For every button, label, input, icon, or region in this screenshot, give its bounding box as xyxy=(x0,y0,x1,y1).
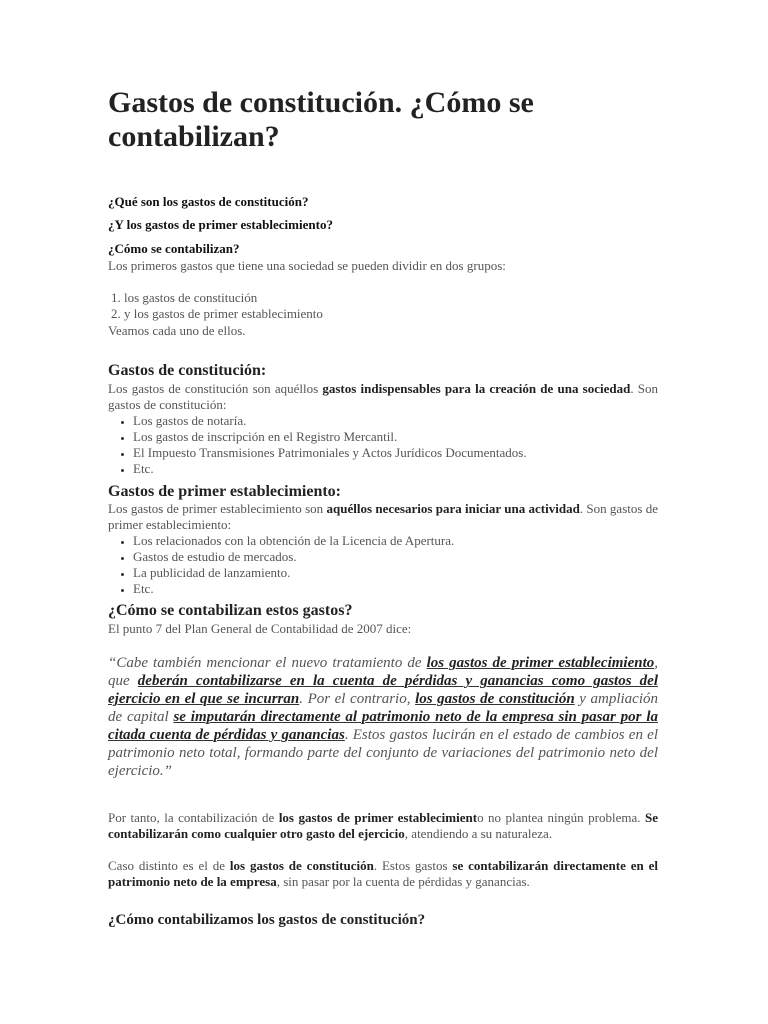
primer-list xyxy=(112,533,673,597)
list-item: • Los gastos de inscripción en el Registro Mercantil. xyxy=(133,429,673,445)
text-run: . Por el contrario, xyxy=(299,691,416,707)
bold-text: deberán contabilizarse en la cuenta de pérdidas y ganancias como gastos del ejercicio en el que se incurran xyxy=(108,673,658,707)
question-2: ¿Y los gastos de primer establecimiento? xyxy=(108,217,333,232)
bold-text: Se contabilizarán como cualquier otro gasto del ejercicio xyxy=(108,810,658,841)
list-item: • Los gastos de notaría. xyxy=(133,413,673,429)
bold-text: los gastos de primer establecimient xyxy=(278,810,478,825)
bold-text: se contabilizarán directamente en el patrimonio neto de la empresa xyxy=(108,858,658,889)
text-run: Los gastos de primer establecimiento son xyxy=(108,501,324,516)
text-run: , que xyxy=(108,655,658,689)
text-run: , atendiendo a su naturaleza. xyxy=(404,826,553,841)
list-item: • Etc. xyxy=(133,581,673,597)
text-run: . Estos gastos lucirán en el estado de cambios en el patrimonio neto total, formando parte del conjunto de variaciones del patrimonio neto del ejercicio.” xyxy=(108,727,658,779)
text-run: , sin pasar por la cuenta de pérdidas y ganancias. xyxy=(276,874,530,889)
bold-text: aquéllos necesarios para iniciar una actividad xyxy=(326,501,580,516)
final-question: ¿Cómo contabilizamos los gastos de constitución? xyxy=(108,912,426,928)
list-item: • Gastos de estudio de mercados. xyxy=(133,549,673,565)
bold-text: los gastos de constitución xyxy=(415,691,575,707)
text-run: Los gastos de constitución son aquéllos xyxy=(108,381,319,396)
text-run: . Estos gastos xyxy=(373,858,453,873)
pgc-quote xyxy=(108,654,658,780)
bold-text: se imputarán directamente al patrimonio neto de la empresa sin pasar por la citada cuenta de pérdidas y ganancias xyxy=(108,709,658,743)
groups-list xyxy=(100,290,323,322)
bold-text: gastos indispensables para la creación de una sociedad xyxy=(322,381,631,396)
text-run: “Cabe también mencionar el nuevo tratamiento de xyxy=(108,655,427,671)
list-item: • Los relacionados con la obtención de la Licencia de Apertura. xyxy=(133,533,673,549)
section-heading-primer: Gastos de primer establecimiento: xyxy=(108,483,341,500)
list-item: • Etc. xyxy=(133,461,673,477)
text-run: y ampliación de capital xyxy=(108,691,658,725)
text-run: . Son gastos de constitución: xyxy=(108,381,659,412)
list-item: 1. los gastos de constitución xyxy=(124,290,323,306)
text-run: Caso distinto es el de xyxy=(108,858,230,873)
list-item: 2. y los gastos de primer establecimiento xyxy=(124,306,323,322)
question-3: ¿Cómo se contabilizan? xyxy=(108,241,240,256)
conclusion-paragraph-2 xyxy=(108,858,658,890)
see-each-text: Veamos cada uno de ellos. xyxy=(108,323,246,338)
section-heading-contabilizan: ¿Cómo se contabilizan estos gastos? xyxy=(108,602,353,619)
conclusion-paragraph-1 xyxy=(108,810,658,842)
question-1: ¿Qué son los gastos de constitución? xyxy=(108,194,309,209)
intro-text: Los primeros gastos que tiene una sociedad se pueden dividir en dos grupos: xyxy=(108,258,506,273)
text-run: Por tanto, la contabilización de xyxy=(108,810,279,825)
section-heading-constitucion: Gastos de constitución: xyxy=(108,362,267,379)
primer-paragraph xyxy=(108,501,658,533)
bold-text: los gastos de primer establecimiento xyxy=(426,655,655,671)
contab-intro: El punto 7 del Plan General de Contabilidad de 2007 dice: xyxy=(108,621,412,636)
list-item: • El Impuesto Transmisiones Patrimoniales y Actos Jurídicos Documentados. xyxy=(133,445,673,461)
list-item: • La publicidad de lanzamiento. xyxy=(133,565,673,581)
constitucion-paragraph xyxy=(108,381,658,413)
bold-text: los gastos de constitución xyxy=(229,858,374,873)
text-run: o no plantea ningún problema. xyxy=(477,810,645,825)
text-run: . Son gastos de primer establecimiento: xyxy=(108,501,659,532)
constitucion-list xyxy=(112,413,673,477)
page-title: Gastos de constitución. ¿Cómo se contabilizan? xyxy=(108,86,534,153)
